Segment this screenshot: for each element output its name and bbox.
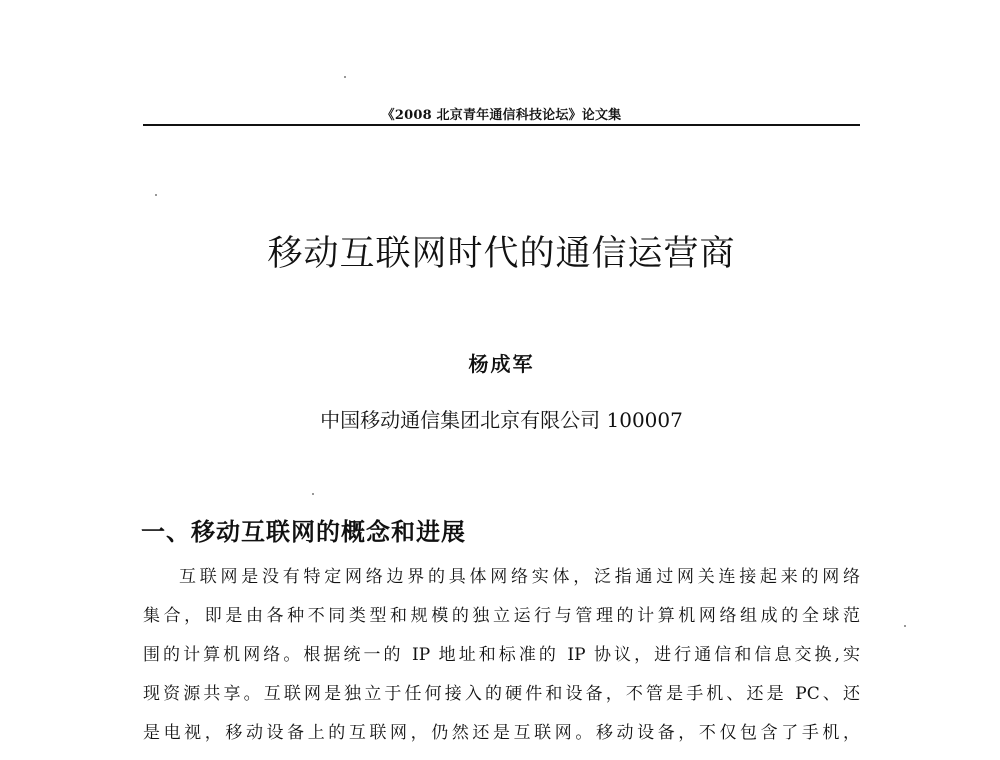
body-line: 围的计算机网络。根据统一的 IP 地址和标准的 IP 协议，进行通信和信息交换,实 bbox=[143, 645, 860, 665]
author-name: 杨成军 bbox=[468, 352, 535, 376]
running-header: 《2008 北京青年通信科技论坛》论文集 bbox=[381, 108, 622, 123]
body-line: 现资源共享。互联网是独立于任何接入的硬件和设备，不管是手机、还是 PC、还 bbox=[143, 684, 860, 704]
body-line: 是电视，移动设备上的互联网，仍然还是互联网。移动设备，不仅包含了手机， bbox=[143, 723, 860, 743]
body-line: 互联网是没有特定网络边界的具体网络实体，泛指通过网关连接起来的网络 bbox=[179, 567, 860, 587]
scan-speck bbox=[312, 493, 314, 495]
body-line: 集合，即是由各种不同类型和规模的独立运行与管理的计算机网络组成的全球范 bbox=[143, 606, 860, 626]
scan-speck bbox=[155, 194, 157, 196]
section-body bbox=[143, 558, 860, 753]
section-heading: 一、移动互联网的概念和进展 bbox=[141, 518, 466, 546]
paper-title: 移动互联网时代的通信运营商 bbox=[267, 234, 736, 274]
scan-speck bbox=[904, 625, 906, 627]
scan-speck bbox=[344, 76, 346, 78]
header-rule bbox=[143, 124, 860, 126]
author-affiliation: 中国移动通信集团北京有限公司 100007 bbox=[320, 408, 683, 432]
